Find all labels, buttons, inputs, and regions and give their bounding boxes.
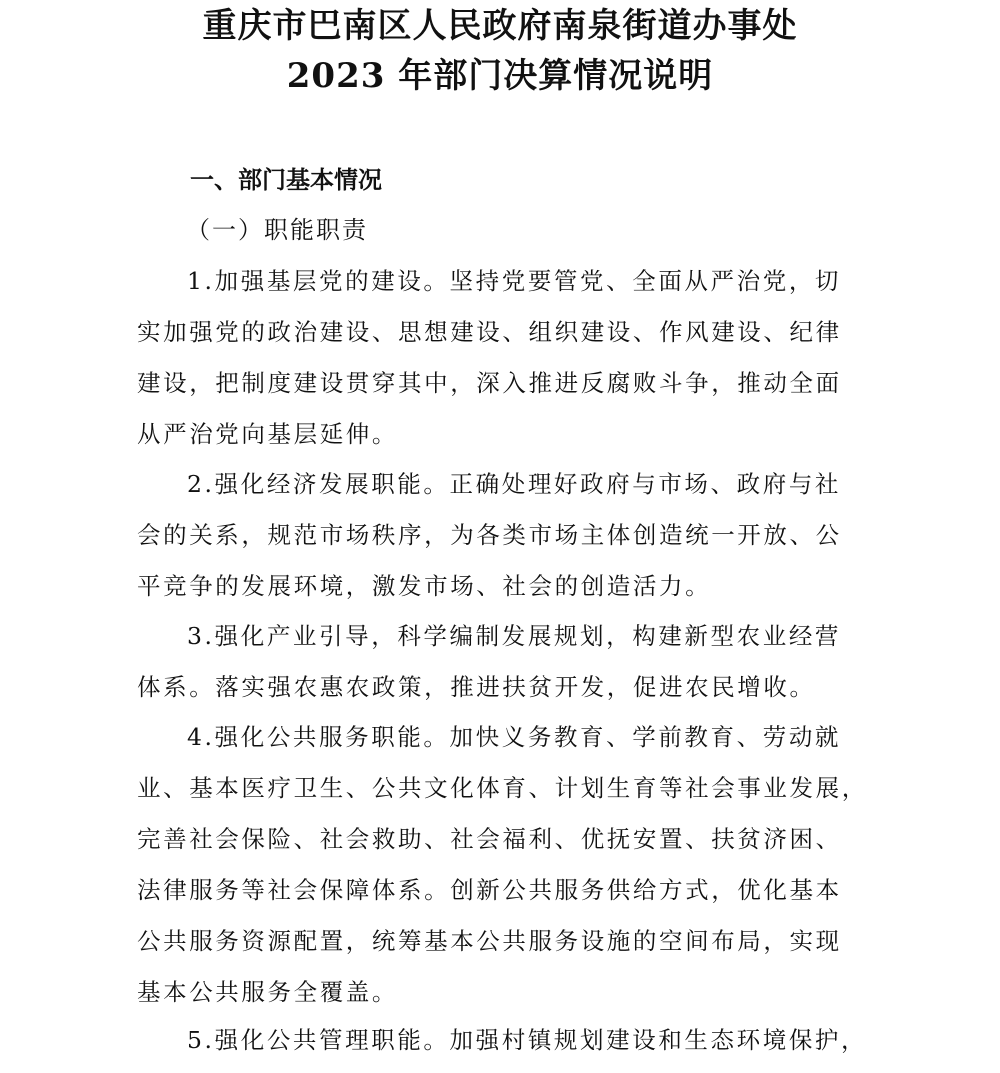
paragraph-line: 实加强党的政治建设、思想建设、组织建设、作风建设、纪律 bbox=[137, 318, 842, 346]
paragraph-line: 公共服务资源配置，统筹基本公共服务设施的空间布局，实现 bbox=[137, 927, 842, 955]
paragraph-line: 平竞争的发展环境，激发市场、社会的创造活力。 bbox=[137, 572, 712, 600]
paragraph-line: 从严治党向基层延伸。 bbox=[137, 420, 398, 448]
paragraph-line: 法律服务等社会保障体系。创新公共服务供给方式，优化基本 bbox=[137, 876, 842, 904]
document-title-line-1: 重庆市巴南区人民政府南泉街道办事处 bbox=[202, 6, 798, 46]
section-heading: 一、部门基本情况 bbox=[190, 166, 382, 194]
paragraph-line: 完善社会保险、社会救助、社会福利、优抚安置、扶贫济困、 bbox=[137, 825, 842, 853]
paragraph-line: 建设，把制度建设贯穿其中，深入推进反腐败斗争，推动全面 bbox=[137, 369, 842, 397]
paragraph-line: 会的关系，规范市场秩序，为各类市场主体创造统一开放、公 bbox=[137, 521, 842, 549]
paragraph-line: 2.强化经济发展职能。正确处理好政府与市场、政府与社 bbox=[187, 470, 842, 498]
document-title-line-2: 2023 年部门决算情况说明 bbox=[286, 56, 714, 96]
subsection-heading: （一）职能职责 bbox=[186, 216, 368, 244]
paragraph-2 bbox=[137, 466, 897, 619]
paragraph-line: 体系。落实强农惠农政策，推进扶贫开发，促进农民增收。 bbox=[137, 673, 816, 701]
paragraph-line: 4.强化公共服务职能。加快义务教育、学前教育、劳动就 bbox=[187, 723, 842, 751]
paragraph-4 bbox=[137, 719, 897, 1025]
paragraph-line: 1.加强基层党的建设。坚持党要管党、全面从严治党，切 bbox=[187, 267, 842, 295]
paragraph-3 bbox=[137, 618, 897, 720]
paragraph-5 bbox=[137, 1022, 897, 1073]
paragraph-line: 基本公共服务全覆盖。 bbox=[137, 978, 398, 1006]
paragraph-line: 业、基本医疗卫生、公共文化体育、计划生育等社会事业发展， bbox=[137, 774, 868, 802]
paragraph-line: 3.强化产业引导，科学编制发展规划，构建新型农业经营 bbox=[187, 622, 842, 650]
paragraph-line: 5.强化公共管理职能。加强村镇规划建设和生态环境保护， bbox=[187, 1026, 868, 1054]
paragraph-1 bbox=[137, 263, 897, 467]
